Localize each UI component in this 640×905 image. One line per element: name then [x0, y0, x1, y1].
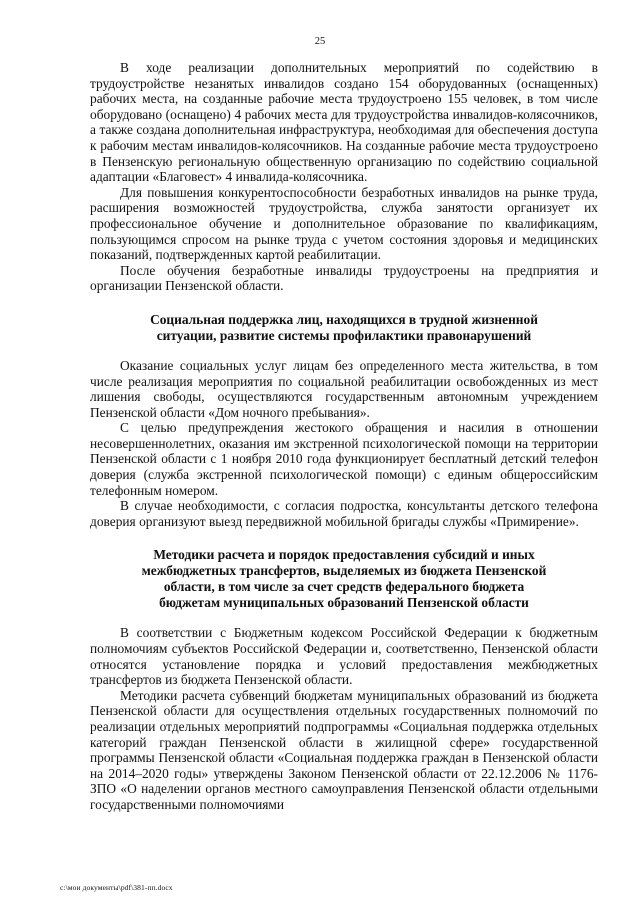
heading-line: области, в том числе за счет средств федерального бюджета: [163, 579, 525, 595]
paragraph: В соответствии с Бюджетным кодексом Российской Федерации к бюджетным полномочиям субъектов Российской Федерации и, соответственно, Пензенской области относятся установление порядка и условий предоставления межбюджетных трансфертов из бюджета Пензенской области.: [90, 625, 598, 688]
paragraph: Для повышения конкурентоспособности безработных инвалидов на рынке труда, расширения возможностей трудоустройства, служба занятости организует их профессиональное обучение и дополнительное образование по квалификациям, пользующимся спросом на рынке труда с учетом состояния здоровья и медицинских показаний, подтвержденных картой реабилитации.: [90, 184, 598, 263]
heading-line: межбюджетных трансфертов, выделяемых из бюджета Пензенской: [141, 563, 547, 579]
heading-line: бюджетам муниципальных образований Пензенской области: [159, 595, 529, 611]
heading-line: Методики расчета и порядок предоставления субсидий и иных: [153, 547, 535, 563]
paragraph: В ходе реализации дополнительных мероприятий по содействию в трудоустройстве незанятых инвалидов создано 154 оборудованных (оснащенных) рабочих места, на созданные рабочие места трудоустроено 155 человек, в том числе оборудовано (оснащено) 4 рабочих места для трудоустройства инвалидов-колясочников, а также создана дополнительная инфраструктура, необходимая для обеспечения доступа к рабочим местам инвалидов-колясочников. На созданные рабочие места трудоустроено в Пензенскую региональную общественную организацию по содействию социальной адаптации «Благовест» 4 инвалида-колясочника.: [90, 60, 598, 185]
heading-line: ситуации, развитие системы профилактики правонарушений: [156, 327, 532, 343]
page-number: 25: [314, 36, 326, 47]
page-content: [90, 60, 598, 813]
paragraph: С целью предупреждения жестокого обращения и насилия в отношении несовершеннолетних, оказания им экстренной психологической помощи на территории Пензенской области с 1 ноября 2010 года функционирует бесплатный детский телефон доверия (служба экстренной психологической помощи) с единым общероссийским телефонным номером.: [90, 420, 598, 498]
paragraph: После обучения безработные инвалиды трудоустроены на предприятия и организации Пензенской области.: [90, 262, 598, 294]
paragraph: В случае необходимости, с согласия подростка, консультанты детского телефона доверия организуют выезд передвижной мобильной бригады службы «Примирение».: [90, 498, 598, 529]
section-heading: [90, 312, 598, 344]
paragraph: Оказание социальных услуг лицам без определенного места жительства, в том числе реализация мероприятия по социальной реабилитации освобожденных из мест лишения свободы, осуществляются государственным автономным учреждением Пензенской области «Дом ночного пребывания».: [90, 357, 598, 420]
paragraph: Методики расчета субвенций бюджетам муниципальных образований из бюджета Пензенской области для осуществления отдельных государственных полномочий по реализации отдельных мероприятий подпрограммы «Социальная поддержка отдельных категорий граждан Пензенской области в жилищной сфере» государственной программы Пензенской области «Социальная поддержка граждан в Пензенской области на 2014–2020 годы» утверждены Законом Пензенской области от 22.12.2006 № 1176-ЗПО «О наделении органов местного самоуправления Пензенской области отдельными государственными полномочиями: [90, 687, 598, 812]
heading-line: Социальная поддержка лиц, находящихся в трудной жизненной: [150, 311, 538, 327]
file-path-footer: c:\мои документы\pdf\381-пп.docx: [60, 883, 173, 892]
section-heading: [90, 547, 598, 611]
